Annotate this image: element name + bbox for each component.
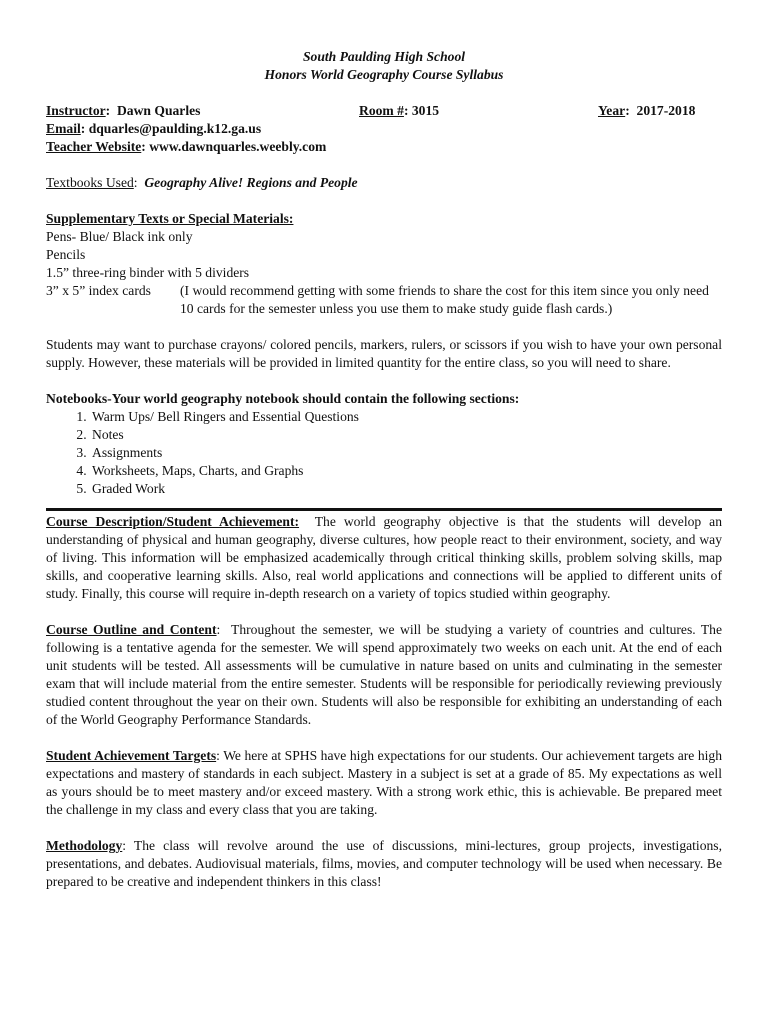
supply-item: Pencils	[46, 247, 86, 262]
supplies-note: Students may want to purchase crayons/ colored pencils, markers, rulers, or scissors if you wish to have your own personal supply. However, these materials will be provided in limited quantity for the entire class, so you will need to share.	[46, 337, 722, 370]
website-row: Teacher Website: www.dawnquarles.weebly.com	[46, 139, 327, 154]
course-outline-label: Course Outline and Content	[46, 622, 217, 637]
year-value: 2017-2018	[636, 103, 696, 118]
notebook-sections-list	[46, 408, 722, 498]
school-name: South Paulding High School	[302, 49, 466, 64]
index-cards-label: 3” x 5” index cards	[46, 283, 151, 298]
list-item: 4. Worksheets, Maps, Charts, and Graphs	[90, 462, 722, 480]
methodology-label: Methodology	[46, 838, 123, 853]
achievement-targets: Student Achievement Targets: We here at SPHS have high expectations for our students. Our achievement targets are high expectations and mastery of standards in each subject. Mastery in a subject is set at a grade of 85. My expectations as well as yours should be to meet mastery and/or exceed mastery. With a strong work ethic, this is achievable. Be prepared meet the challenge in my class and every class that you are taking.	[46, 748, 723, 817]
notebook-heading: Notebooks-Your world geography notebook should contain the following sections:	[46, 391, 520, 406]
email-row: Email: dquarles@paulding.k12.ga.us	[46, 121, 262, 136]
instructor-label: Instructor	[46, 103, 106, 118]
methodology-text: The class will revolve around the use of discussions, mini-lectures, group projects, investigations, presentations, and debates. Audiovisual materials, films, movies, and computer technology will be used when necessary. Be prepared to be creative and independent thinkers in this class!	[46, 838, 722, 889]
course-description-text: The world geography objective is that the students will develop an understanding of physical and human geography, diverse cultures, how people react to their environment, society, and way of living. This information will be emphasized academically through critical thinking skills, problem solving skills, map skills, and cooperative learning skills. Also, real world applications and connections will be applied to different units of study. Finally, this course will require in-depth research on a variety of topics studied within geography.	[46, 514, 723, 601]
list-item: 1. Warm Ups/ Bell Ringers and Essential Questions	[90, 408, 722, 426]
instructor-row	[46, 102, 722, 120]
year-label: Year	[598, 103, 626, 118]
email-label: Email	[46, 121, 81, 136]
section-divider	[46, 508, 722, 511]
syllabus-page	[46, 46, 722, 891]
list-item: 2. Notes	[90, 426, 722, 444]
supplies-heading: Supplementary Texts or Special Materials:	[46, 211, 294, 226]
list-item: 3. Assignments	[90, 444, 722, 462]
list-item: 5. Graded Work	[90, 480, 722, 498]
index-cards-item	[46, 282, 722, 318]
course-title: Honors World Geography Course Syllabus	[264, 67, 504, 82]
course-outline: Course Outline and Content: Throughout the semester, we will be studying a variety of countries and cultures. The following is a tentative agenda for the semester. We will spend approximately two weeks on each unit. At the end of each unit students will be tested. All assessments will be cumulative in nature based on units and culminating in the semester exam that will include material from the entire semester. Students will be responsible for periodically reviewing previously studied content throughout the year on their own. Students will also be responsible for exhibiting an understanding of each of the World Geography Performance Standards.	[46, 622, 723, 727]
methodology: Methodology: The class will revolve around the use of discussions, mini-lectures, group projects, investigations, presentations, and debates. Audiovisual materials, films, movies, and computer technology will be used when necessary. Be prepared to be creative and independent thinkers in this class!	[46, 838, 722, 889]
course-outline-text: Throughout the semester, we will be studying a variety of countries and cultures. The following is a tentative agenda for the semester. We will spend approximately two weeks on each unit. At the end of each unit students will be tested. All assessments will be cumulative in nature based on units and culminating in the semester exam that will include material from the entire semester. Students will be responsible for periodically reviewing previously studied content throughout the year on their own. Students will also be responsible for exhibiting an understanding of each of the World Geography Performance Standards.	[46, 622, 723, 727]
year-field: Year: 2017-2018	[598, 103, 696, 118]
instructor-field: Instructor: Dawn Quarles	[46, 103, 201, 118]
website-label: Teacher Website	[46, 139, 142, 154]
supply-item: Pens- Blue/ Black ink only	[46, 229, 193, 244]
email-value[interactable]: dquarles@paulding.k12.ga.us	[88, 121, 262, 136]
course-description-label: Course Description/Student Achievement:	[46, 514, 300, 529]
achievement-targets-text: We here at SPHS have high expectations for our students. Our achievement targets are high expectations and mastery of standards in each subject. Mastery in a subject is set at a grade of 85. My expectations as well as yours should be to meet mastery and/or exceed mastery. With a strong work ethic, this is achievable. Be prepared meet the challenge in my class and every class that you are taking.	[46, 748, 723, 817]
index-cards-note: (I would recommend getting with some friends to share the cost for this item since you only need 10 cards for the semester unless you use them to make study guide flash cards.)	[180, 283, 709, 316]
supply-item: 1.5” three-ring binder with 5 dividers	[46, 265, 250, 280]
room-field: Room #: 3015	[359, 103, 440, 118]
instructor-name: Dawn Quarles	[116, 103, 201, 118]
course-description	[46, 513, 722, 603]
textbooks-line: Textbooks Used: Geography Alive! Regions and People	[46, 175, 358, 190]
achievement-targets-label: Student Achievement Targets	[46, 748, 217, 763]
room-number: 3015	[411, 103, 440, 118]
textbook-title: Geography Alive! Regions and People	[144, 175, 358, 190]
room-label: Room #	[359, 103, 404, 118]
website-value[interactable]: www.dawnquarles.weebly.com	[149, 139, 327, 154]
textbooks-label: Textbooks Used	[46, 175, 134, 190]
